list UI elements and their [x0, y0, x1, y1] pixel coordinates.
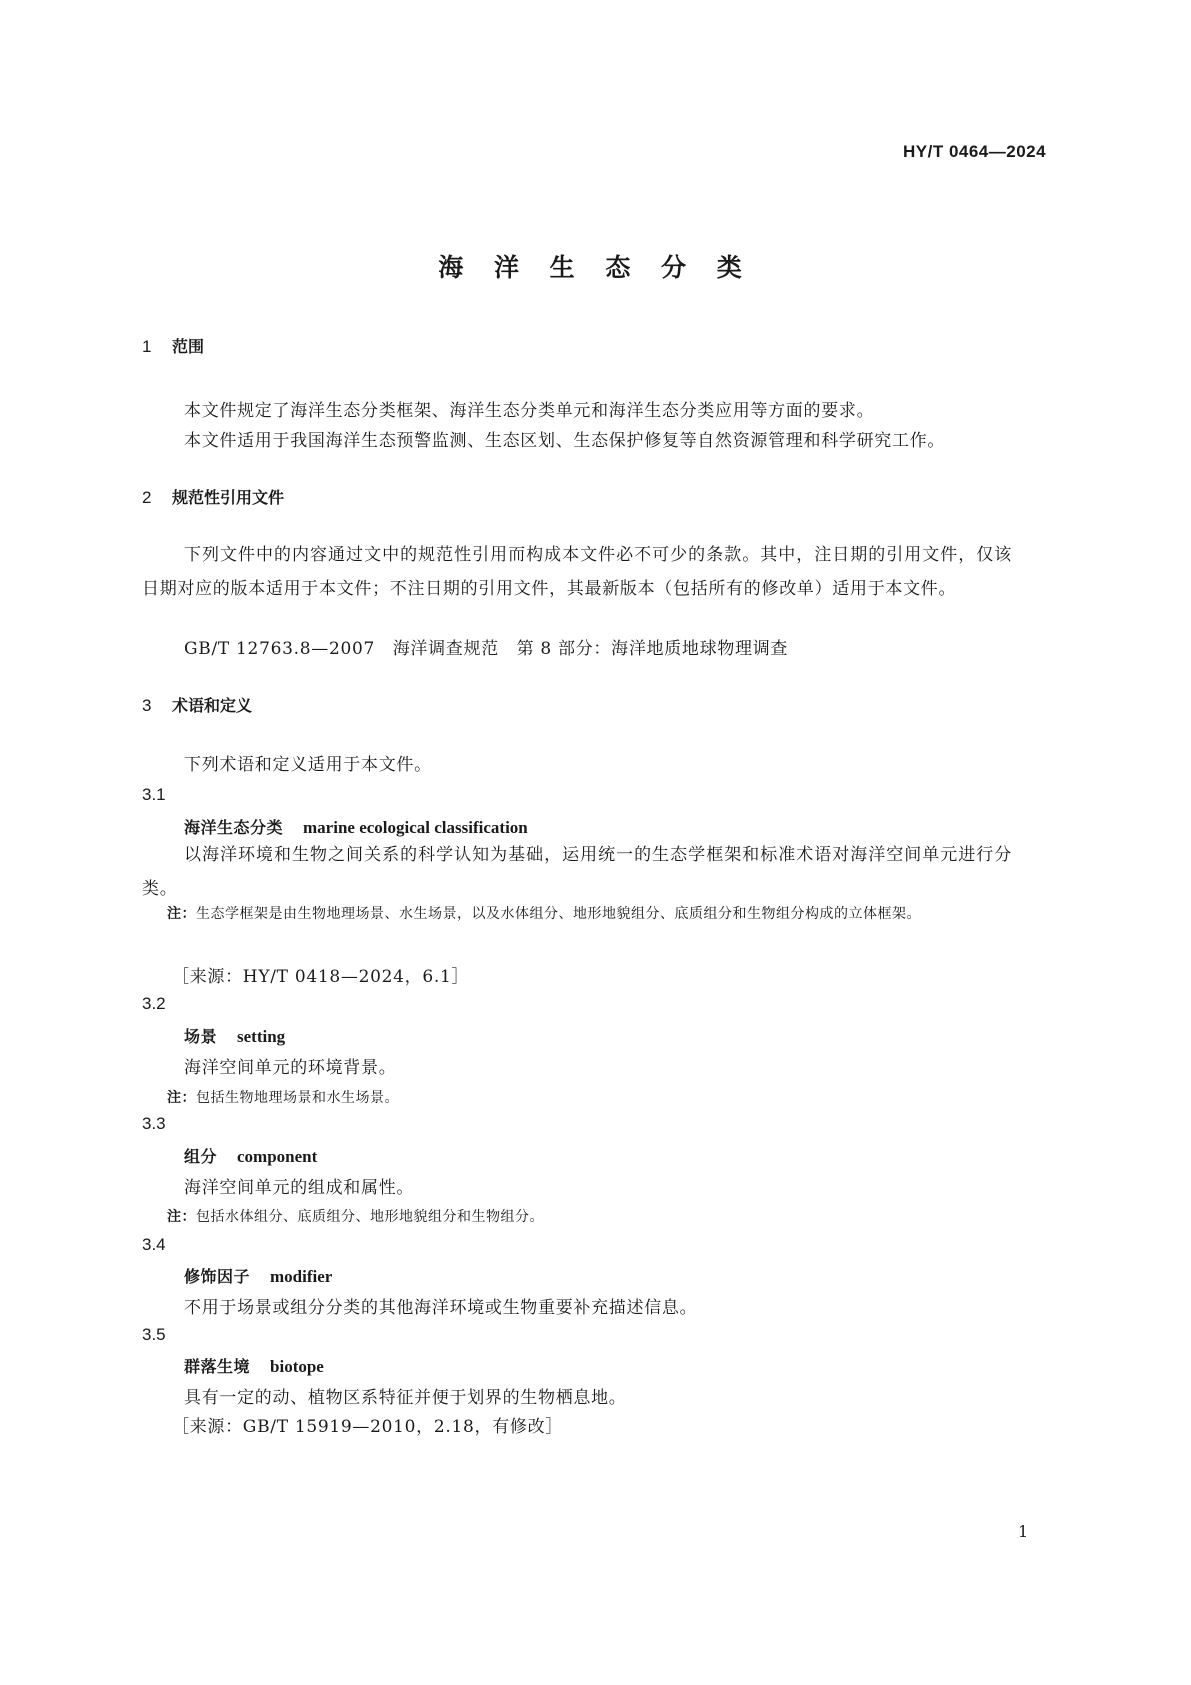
term-zh: 组分	[184, 1147, 218, 1166]
term-number: 3.4	[142, 1235, 166, 1254]
term-zh: 修饰因子	[184, 1267, 251, 1286]
term-en: component	[237, 1147, 318, 1166]
note-label: 注：	[167, 1209, 196, 1225]
term-definition: 海洋空间单元的环境背景。	[184, 1058, 397, 1078]
term-zh: 场景	[184, 1027, 218, 1046]
note-text: 包括水体组分、底质组分、地形地貌组分和生物组分。	[196, 1209, 544, 1225]
term-en: modifier	[270, 1267, 333, 1286]
page-number: 1	[1018, 1522, 1029, 1541]
section-2-heading	[142, 485, 284, 508]
note-label: 注：	[167, 906, 196, 922]
section-title: 规范性引用文件	[172, 488, 285, 507]
note-text: 包括生物地理场景和水生场景。	[196, 1090, 399, 1106]
term-heading	[184, 1354, 324, 1377]
scope-paragraph-2: 本文件适用于我国海洋生态预警监测、生态区划、生态保护修复等自然资源管理和科学研究工作。	[184, 431, 946, 451]
term-number: 3.5	[142, 1325, 166, 1344]
section-number: 1	[142, 337, 152, 356]
section-title: 范围	[172, 337, 205, 356]
note-label: 注：	[167, 1090, 196, 1106]
term-note	[167, 1206, 544, 1226]
term-source: ［来源：HY/T 0418—2024，6.1］	[172, 967, 470, 987]
term-heading	[184, 1144, 317, 1167]
section-title: 术语和定义	[172, 696, 253, 715]
term-zh: 海洋生态分类	[184, 818, 284, 837]
term-note	[167, 1087, 399, 1107]
term-en: setting	[237, 1027, 286, 1046]
term-number: 3.3	[142, 1114, 166, 1133]
term-en: marine ecological classification	[303, 818, 528, 837]
section-3-heading	[142, 693, 252, 716]
document-number: HY/T 0464—2024	[903, 142, 1047, 161]
term-number: 3.1	[142, 785, 166, 804]
section-number: 2	[142, 488, 152, 507]
term-heading	[184, 1264, 332, 1287]
terms-intro: 下列术语和定义适用于本文件。	[184, 755, 432, 775]
note-text: 生态学框架是由生物地理场景、水生场景，以及水体组分、地形地貌组分、底质组分和生物组分构成的立体框架。	[196, 906, 921, 922]
term-definition: 不用于场景或组分分类的其他海洋环境或生物重要补充描述信息。	[184, 1298, 698, 1318]
term-en: biotope	[270, 1357, 324, 1376]
term-definition: 海洋空间单元的组成和属性。	[184, 1178, 415, 1198]
term-note	[167, 898, 1057, 930]
term-zh: 群落生境	[184, 1357, 251, 1376]
term-heading	[184, 815, 528, 838]
page-title: 海 洋 生 态 分 类	[438, 253, 753, 282]
normative-references-paragraph: 下列文件中的内容通过文中的规范性引用而构成本文件必不可少的条款。其中，注日期的引用文件，仅该日期对应的版本适用于本文件；不注日期的引用文件，其最新版本（包括所有的修改单）适用于本文件。	[142, 545, 1012, 599]
section-number: 3	[142, 696, 152, 715]
term-source: ［来源：GB/T 15919—2010，2.18，有修改］	[172, 1417, 564, 1437]
section-1-heading	[142, 334, 204, 357]
term-heading	[184, 1024, 285, 1047]
term-definition: 具有一定的动、植物区系特征并便于划界的生物栖息地。	[184, 1388, 627, 1408]
term-definition: 以海洋环境和生物之间关系的科学认知为基础，运用统一的生态学框架和标准术语对海洋空间单元进行分类。	[142, 845, 1012, 899]
reference-entry: GB/T 12763.8—2007 海洋调查规范 第 8 部分：海洋地质地球物理调查	[184, 639, 789, 659]
term-number: 3.2	[142, 994, 166, 1013]
scope-paragraph-1: 本文件规定了海洋生态分类框架、海洋生态分类单元和海洋生态分类应用等方面的要求。	[184, 401, 875, 421]
